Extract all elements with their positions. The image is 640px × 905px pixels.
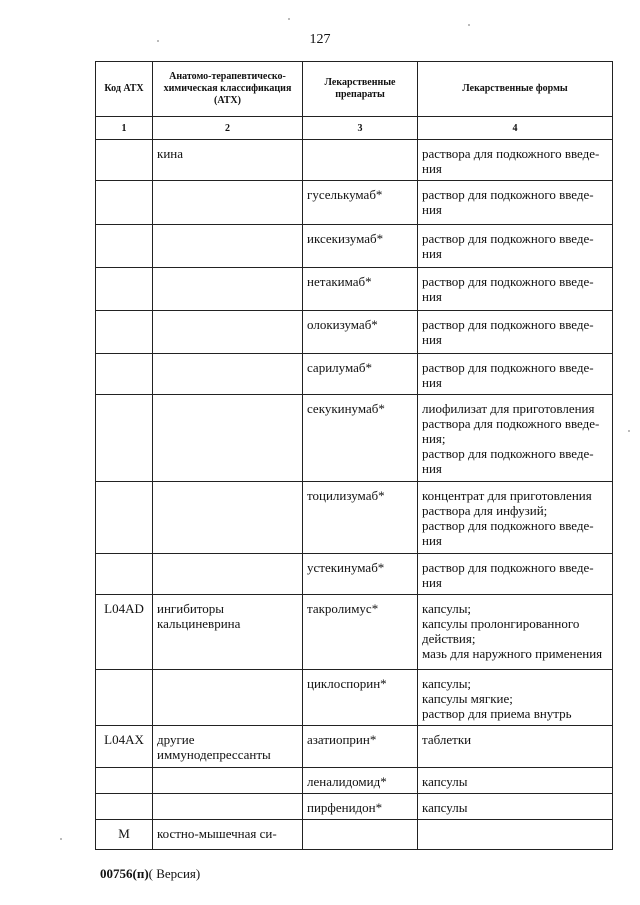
atc-code-cell xyxy=(96,181,153,225)
scan-speck xyxy=(628,430,630,432)
table-row xyxy=(96,820,613,850)
dosage-form-line: раствор для подкожного введе- xyxy=(422,317,594,332)
scan-speck xyxy=(157,40,159,42)
drug-name-cell: олокизумаб* xyxy=(303,311,418,354)
atc-code-cell xyxy=(96,140,153,181)
atc-class-cell xyxy=(153,482,303,554)
atc-code-cell xyxy=(96,554,153,595)
dosage-forms-cell xyxy=(418,794,613,820)
atc-code-cell xyxy=(96,768,153,794)
atc-code-cell: M xyxy=(96,820,153,850)
dosage-forms-cell xyxy=(418,354,613,395)
drug-name-cell: тоцилизумаб* xyxy=(303,482,418,554)
table-header-row xyxy=(96,62,613,117)
atc-class-cell xyxy=(153,794,303,820)
dosage-form-line: раствор для подкожного введе- xyxy=(422,187,594,202)
column-number: 3 xyxy=(303,117,418,140)
dosage-forms-cell xyxy=(418,726,613,768)
dosage-form-line: ния; xyxy=(422,431,446,446)
table-row xyxy=(96,181,613,225)
atc-code-cell xyxy=(96,482,153,554)
atc-class-cell: кина xyxy=(153,140,303,181)
atc-class-cell: другие иммунодепрессанты xyxy=(153,726,303,768)
scan-speck xyxy=(468,24,470,26)
dosage-form-line: капсулы; xyxy=(422,676,472,691)
dosage-form-line: раствор для подкожного введе- xyxy=(422,560,594,575)
drug-name-cell: гуселькумаб* xyxy=(303,181,418,225)
dosage-form-line: действия; xyxy=(422,631,476,646)
dosage-forms-cell xyxy=(418,554,613,595)
dosage-forms-cell xyxy=(418,225,613,268)
drug-name-cell: устекинумаб* xyxy=(303,554,418,595)
column-number-row xyxy=(96,117,613,140)
drug-name-cell: азатиоприн* xyxy=(303,726,418,768)
drug-name-cell: леналидомид* xyxy=(303,768,418,794)
atc-code-cell xyxy=(96,311,153,354)
atc-class-cell: костно-мышечная си- xyxy=(153,820,303,850)
dosage-form-line: раствор для подкожного введе- xyxy=(422,518,594,533)
footer xyxy=(100,866,200,882)
dosage-forms-cell xyxy=(418,482,613,554)
atc-class-cell xyxy=(153,395,303,482)
table-row xyxy=(96,794,613,820)
footer-document-code: 00756(п) xyxy=(100,866,149,881)
drug-name-cell: сарилумаб* xyxy=(303,354,418,395)
drug-name-cell: циклоспорин* xyxy=(303,670,418,726)
dosage-form-line: капсулы xyxy=(422,774,468,789)
dosage-form-line: ния xyxy=(422,332,442,347)
atc-class-cell xyxy=(153,670,303,726)
scan-speck xyxy=(60,838,62,840)
table-row xyxy=(96,482,613,554)
dosage-forms-cell xyxy=(418,768,613,794)
column-number: 4 xyxy=(418,117,613,140)
dosage-form-line: раствора для инфузий; xyxy=(422,503,548,518)
header-atc-code: Код АТХ xyxy=(96,62,153,117)
table-row xyxy=(96,595,613,670)
dosage-form-line: раствор для подкожного введе- xyxy=(422,274,594,289)
dosage-form-line: раствора для подкожного введе- xyxy=(422,146,600,161)
dosage-form-line: ния xyxy=(422,161,442,176)
column-number: 1 xyxy=(96,117,153,140)
table-row xyxy=(96,225,613,268)
dosage-form-line: ния xyxy=(422,246,442,261)
atc-code-cell xyxy=(96,794,153,820)
table-body xyxy=(96,140,613,850)
header-atc-classification: Анатомо-терапевтическо-химическая классификация (АТХ) xyxy=(153,62,303,117)
atc-class-cell xyxy=(153,268,303,311)
dosage-form-line: ния xyxy=(422,289,442,304)
dosage-form-line: ния xyxy=(422,533,442,548)
dosage-form-line: таблетки xyxy=(422,732,472,747)
footer-version-label: ( Версия) xyxy=(148,866,201,881)
dosage-form-line: капсулы; xyxy=(422,601,472,616)
table-row xyxy=(96,140,613,181)
dosage-form-line: ния xyxy=(422,375,442,390)
atc-class-cell xyxy=(153,768,303,794)
dosage-form-line: лиофилизат для приготовления xyxy=(422,401,595,416)
table-row xyxy=(96,670,613,726)
atc-code-cell xyxy=(96,225,153,268)
atc-class-cell xyxy=(153,311,303,354)
medication-table xyxy=(95,61,613,850)
header-dosage-forms: Лекарственные формы xyxy=(418,62,613,117)
dosage-forms-cell xyxy=(418,181,613,225)
dosage-form-line: раствор для подкожного введе- xyxy=(422,360,594,375)
header-drugs: Лекарственные препараты xyxy=(303,62,418,117)
dosage-form-line: раствора для подкожного введе- xyxy=(422,416,600,431)
table-row xyxy=(96,354,613,395)
dosage-form-line: капсулы xyxy=(422,800,468,815)
dosage-form-line: капсулы мягкие; xyxy=(422,691,513,706)
dosage-form-line: раствор для приема внутрь xyxy=(422,706,572,721)
dosage-form-line: капсулы пролонгированного xyxy=(422,616,580,631)
table-row xyxy=(96,726,613,768)
table-row xyxy=(96,554,613,595)
table-row xyxy=(96,395,613,482)
dosage-form-line: концентрат для приготовления xyxy=(422,488,592,503)
dosage-forms-cell xyxy=(418,670,613,726)
scan-speck xyxy=(288,18,290,20)
column-number: 2 xyxy=(153,117,303,140)
atc-code-cell: L04AX xyxy=(96,726,153,768)
table-row xyxy=(96,268,613,311)
dosage-form-line: ния xyxy=(422,202,442,217)
dosage-forms-cell xyxy=(418,820,613,850)
drug-name-cell: нетакимаб* xyxy=(303,268,418,311)
atc-code-cell xyxy=(96,354,153,395)
atc-code-cell xyxy=(96,670,153,726)
dosage-form-line: раствор для подкожного введе- xyxy=(422,446,594,461)
dosage-form-line: раствор для подкожного введе- xyxy=(422,231,594,246)
dosage-forms-cell xyxy=(418,268,613,311)
dosage-forms-cell xyxy=(418,140,613,181)
drug-name-cell: пирфенидон* xyxy=(303,794,418,820)
drug-name-cell: секукинумаб* xyxy=(303,395,418,482)
dosage-form-line: мазь для наружного применения xyxy=(422,646,603,661)
atc-class-cell xyxy=(153,225,303,268)
atc-class-cell xyxy=(153,554,303,595)
table-row xyxy=(96,311,613,354)
drug-name-cell: иксекизумаб* xyxy=(303,225,418,268)
atc-class-cell xyxy=(153,181,303,225)
dosage-forms-cell xyxy=(418,311,613,354)
dosage-forms-cell xyxy=(418,395,613,482)
drug-name-cell xyxy=(303,140,418,181)
table-row xyxy=(96,768,613,794)
dosage-form-line: ния xyxy=(422,575,442,590)
drug-name-cell xyxy=(303,820,418,850)
dosage-forms-cell xyxy=(418,595,613,670)
atc-class-cell: ингибиторы кальциневрина xyxy=(153,595,303,670)
atc-code-cell: L04AD xyxy=(96,595,153,670)
atc-code-cell xyxy=(96,395,153,482)
drug-name-cell: такролимус* xyxy=(303,595,418,670)
dosage-form-line: ния xyxy=(422,461,442,476)
atc-code-cell xyxy=(96,268,153,311)
page-number: 127 xyxy=(309,32,331,47)
atc-class-cell xyxy=(153,354,303,395)
